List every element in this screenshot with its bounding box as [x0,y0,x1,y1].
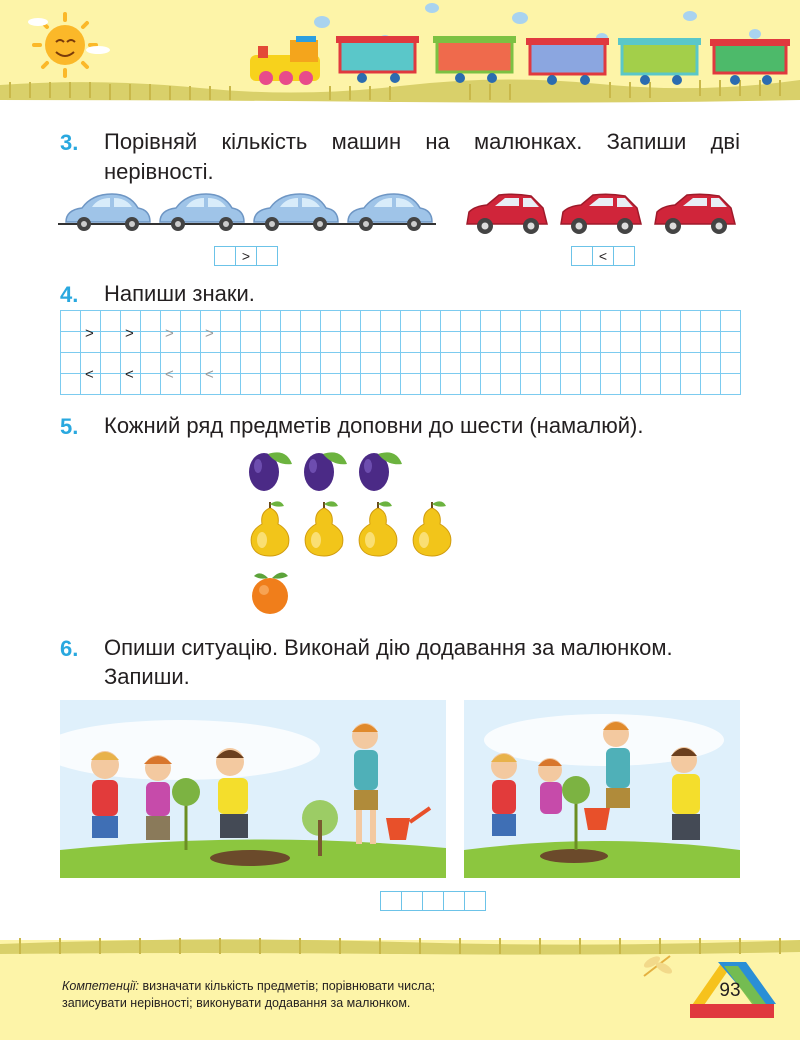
exercise-6-text-line2: Запиши. [104,664,190,689]
sign-row2-2: < [125,366,134,383]
answer-cell-sign[interactable]: > [235,246,257,266]
dragonfly-icon [640,950,676,980]
answer-cell[interactable] [464,891,486,911]
sign-row1-1: > [85,325,94,342]
answer-cell[interactable] [214,246,236,266]
exercise-6-number: 6. [60,636,79,661]
exercise-5-text: Кожний ряд предметів доповни до шести (намалюй). [104,413,644,438]
competence-note [62,978,522,1012]
exercise-4-number: 4. [60,282,79,307]
answer-cell[interactable] [571,246,593,266]
blue-cars-illustration [58,192,438,234]
exercise-3-text-line1: Порівняй кількість машин на малюнках. Запиши дві [104,129,740,154]
exercise-3-answer-left[interactable] [215,246,278,266]
sign-row1-3: > [165,325,174,342]
exercise-3-number: 3. [60,130,79,155]
sign-row1-2: > [125,325,134,342]
answer-cell-sign[interactable]: < [592,246,614,266]
sign-row2-3: < [165,366,174,383]
answer-cell[interactable] [443,891,465,911]
exercise-3-text-line2: нерівності. [104,159,214,184]
sign-row1-4: > [205,325,214,342]
exercise-5-number: 5. [60,414,79,439]
footer-grass [0,930,800,960]
competence-label: Компетенції: [62,979,139,993]
sign-row2-4: < [205,366,214,383]
writing-grid[interactable] [60,310,741,395]
exercise-6-text-line1: Опиши ситуацію. Виконай дію додавання за малюнком. [104,635,673,660]
exercise-6-answer-cells[interactable] [381,891,486,911]
train-illustration [250,36,790,85]
answer-cell[interactable] [613,246,635,266]
scene-left-illustration [60,700,446,878]
sign-row2-1: < [85,366,94,383]
competence-text-line1: визначати кількість предметів; порівнювати числа; [139,979,436,993]
header-decoration [0,0,800,110]
answer-cell[interactable] [256,246,278,266]
answer-cell[interactable] [401,891,423,911]
exercise-4-text: Напиши знаки. [104,281,255,306]
page-number: 93 [719,980,741,1001]
scene-right-illustration [464,700,740,878]
exercise-3-answer-right[interactable] [572,246,635,266]
fruits-illustration [244,444,464,624]
answer-cell[interactable] [422,891,444,911]
competence-text-line2: записувати нерівності; виконувати додавання за малюнком. [62,996,411,1010]
red-cars-illustration [463,190,743,236]
answer-cell[interactable] [380,891,402,911]
